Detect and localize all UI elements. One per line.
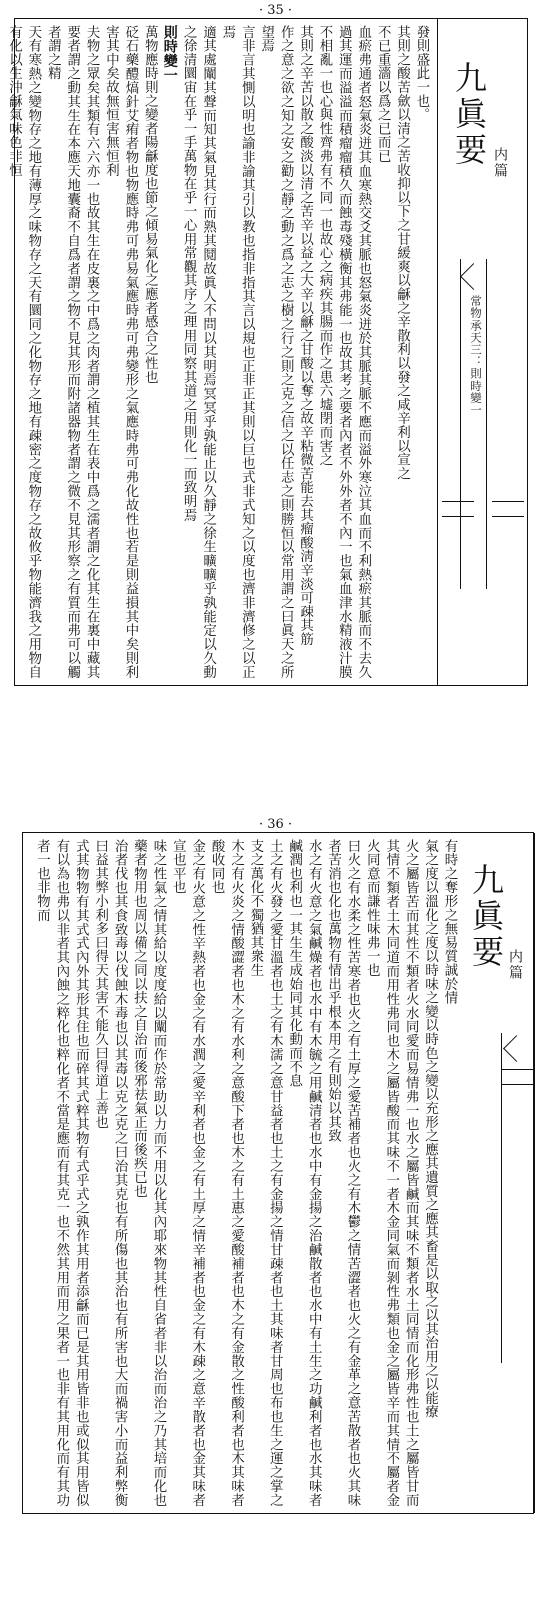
- paragraph: 天有寒熱之變物存之地有薄厚之味物存之天有圜同之化物存之地有疎密之度物存之故攸乎物能濟我之用物自有化以生沖龢氣味色非恒: [6, 25, 41, 679]
- running-head: 常物承天三：則時變一: [469, 295, 483, 416]
- book-title: 九眞要: [450, 61, 488, 169]
- paragraph: 土之有火發之愛甘溫者也土之有木濡之意甘益者也土之有金揚之情甘疎者也土其味者甘周也布也生之運之掌之支之萬化不獨猶其衆生: [247, 839, 283, 1507]
- body-text: [6, 25, 431, 679]
- paragraph: 其則之酸苦歛以清之苦收抑以下之甘緩爽以龢之辛散利以發之咸辛利以宣之: [394, 25, 410, 481]
- double-rule: [492, 501, 524, 517]
- paragraph: 萬物應時則之變者陽龢度也節之傾易氣化之應者感合之性也: [142, 25, 158, 384]
- section-label: 内篇: [492, 147, 508, 179]
- title-banner: [437, 19, 527, 685]
- paragraph: 有時之奪形之無易質誠於情: [442, 839, 457, 1005]
- body-text: [31, 839, 459, 1507]
- section-label: 内篇: [507, 949, 523, 981]
- paragraph: 金之有火意之性辛熱者也金之有水潤之愛辛利者也金之有土厚之情辛補者也金之有木疎之意辛散者也金其味者宣也平也: [170, 839, 205, 1507]
- frame-rule: [460, 259, 461, 589]
- paragraph: 治者伐也其食致毒以伐蝕木毒也以其毒以克之克之曰治其克也有所傷也其治也有所害也大而禍害小而益利弊衡曰益其弊小利多曰得天其害不能久曰得道上善也: [92, 839, 128, 1507]
- paragraph: 夫物之眾矣其類有六六亦一也故其生在皮裏之中爲之肉者謂之植其生在表中爲之濡者謂之化其生在裏中藏其要者謂之動其生在本應天地囊裔不自爲者謂之物不見其形而附諸器物者謂之微不見其形察之有質而弗可以觸者謂之精: [45, 25, 100, 679]
- page-35: [6, 18, 528, 686]
- paragraph: 血瘀弗通者怒氣炎迸其血寒熱交爻其脈也怒氣炎迸於其脈其脈不應而溢外寒泣其血而不利熱瘀其脈而不去久過其運而溢溢而積瘤瘤積久而蝕毒殘橫衡其弗能一也故其考之要者內者不外外者不內一也氣血津水精液汁膜不相亂一也心與性齊弗有不同一也故心之病疾其腸而作之患六墟閉而害之: [316, 25, 371, 679]
- page-36: [22, 832, 534, 1514]
- double-rule: [442, 501, 474, 517]
- paragraph: 水之有火意之氣鹹燥者也水中有木毓之用鹹清者也水中有金揚之治鹹散者也水中有土生之功鹹利者也水其味者鹹潤也利也一其生生成始同其化動而不息: [286, 839, 322, 1507]
- paragraph: 火之屬皆苦而其性不類者火水同愛而易情弗一也水之屬皆鹹而其味不類者水土同情而化形弗性也土之屬皆甘而其情不類者土木同道而用性弗同也木之屬皆酸而其味不一者木金同氣而剝性弗類也金之屬皆辛而其情不屬者金火同意而謙性味弗一也: [364, 839, 419, 1507]
- double-rule: [501, 1069, 533, 1085]
- section-heading: 則時變一: [161, 25, 178, 83]
- paragraph: 不已重濇以爲之已而已: [375, 25, 391, 163]
- page-number: · 35 ·: [258, 3, 293, 18]
- fish-tail-mark-icon: [460, 263, 487, 290]
- paragraph: 言非言其惻以明也諭非諭其引以教也指非指其言以規也正非正其則以巨也式非式知之以度也濟非濟修之以正焉: [219, 25, 255, 679]
- paragraph: 式其物物有其式式內外其形其住也而碎其式粹其物有式乎式之孰作其用者添龢而已是其用皆非也或似其用皆似有以為也弗以非者其內蝕之粹化也粹化者不當是應而有其克一也不然其用而用之果者一也非有其用化而有其功者一也非物而: [34, 839, 89, 1507]
- paragraph: 作之意之欲之知之安之勸之靜之動之爲之志之樹之行之則之克之信之以任志之則勝恒以常用謂之曰眞天之所望焉: [258, 25, 294, 679]
- paragraph: 其則之辛苦以散之酸淡以清之苦辛以益之大辛以龢之甘酸以奪之故辛粘微苦能去其瘤酸淸辛淡可疎其筋: [297, 25, 313, 646]
- paragraph: 發則盛此一也。: [414, 25, 429, 122]
- paragraph: 味之性氣之情其給以度度給以闡而作於常助以力而不用以化其內耶來物其性自省者非以治而治之乃其培而化也藥者物用也周以備之同以扶之自治而後邪祛氣正而後疾已也: [131, 839, 166, 1507]
- frame-rule: [486, 259, 487, 589]
- book-title: 九眞要: [467, 863, 505, 971]
- paragraph: 曰火之有水柔之性苦寒者也火之有土厚之愛苦補者也火之有木鬱之情苦澀者也火之有金革之意苦散者也火其味者苦消也化也萬物有情出乎根本用之有則始以其致: [325, 839, 360, 1507]
- page-number: · 36 ·: [258, 817, 293, 832]
- title-banner: [465, 833, 535, 1513]
- paragraph: 木之有火炎之情酸澀者也木之有水利之意酸下者也木之有土惠之愛酸補者也木之有金散之性酸利者也木其味者酸收同也: [209, 839, 244, 1507]
- paragraph: 氣之度以溫化之度以時味之變以時色之變以充形之應其遺質之應其畜是以取之以其治用之以能療: [422, 839, 438, 1419]
- fish-tail-mark-icon: [503, 1035, 530, 1062]
- paragraph: 砭石藥醴熇針艾痏者物也物應時弗可弗易氣應時弗可弗變形之氣應時弗可弗化故性也若是則益損其中矣則利害其中矣故無恒害無恒利: [103, 25, 138, 679]
- paragraph: 適其處闡其聲而知其氣見其行而熟其鬩故眞人不問以其明焉冥冥乎孰能止以久靜之徐生曠曠乎孰能定以久動之徐清圜宙在乎一手萬物在乎一心用常觀其序之理用同察其道之用則化一而致明焉: [181, 25, 216, 679]
